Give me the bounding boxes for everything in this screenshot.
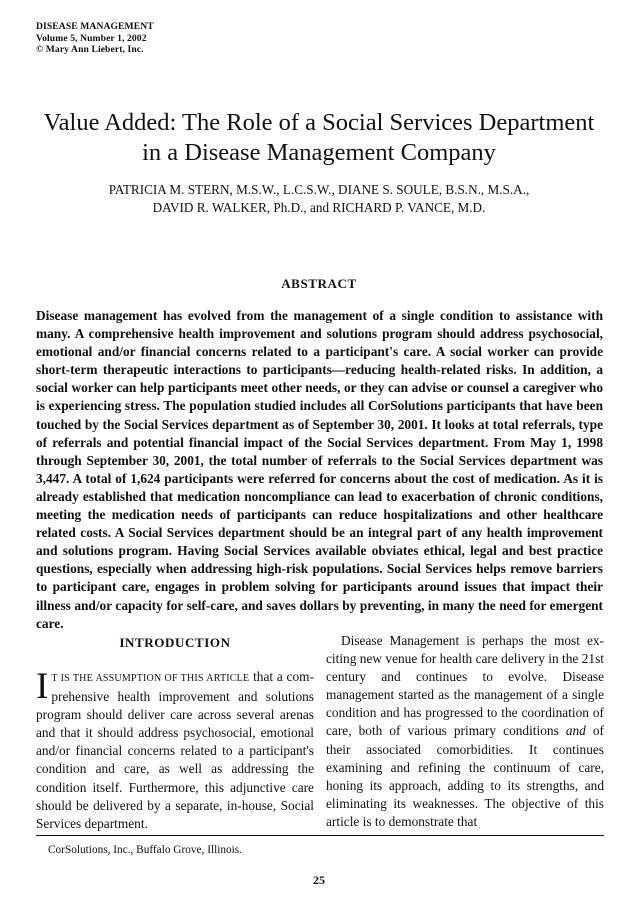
- title-line-2: in a Disease Management Company: [142, 139, 496, 166]
- authors-line-2: DAVID R. WALKER, Ph.D., and RICHARD P. VANCE, M.D.: [152, 200, 486, 215]
- right-column: [326, 632, 604, 831]
- right-column-body: [326, 632, 604, 831]
- introduction-body: [36, 668, 314, 833]
- right-column-emphasis: and: [565, 723, 586, 739]
- journal-copyright: © Mary Ann Liebert, Inc.: [36, 44, 144, 56]
- drop-cap: I: [36, 666, 49, 707]
- abstract-body: Disease management has evolved from the management of a single condition to assistance with many. A comprehensive health improvement and solutions program should address psychosocial, emotional and/or financial concerns related to a participant's care. A social worker can provide short-term therapeutic interactions to participants—reducing health-related risks. In addition, a social worker can help participants meet other needs, or they can advise or counsel a caregiver who is experiencing stress. The population studied includes all CorSolutions participants that have been touched by the Social Services department as of September 30, 2001. It looks at total referrals, type of referrals and potential financial impact of the Social Services department. From May 1, 1998 through September 30, 2001, the total number of referrals to the Social Services department was 3,447. A total of 1,624 participants were referred for concerns about the cost of medication. As it is already established that medication noncompliance can lead to exacerbation of chronic conditions, meeting the medication needs of participants can reduce hospitalizations and other healthcare related costs. A Social Services department should be an integral part of any health improvement and solutions program. Having Social Services available obviates ethical, legal and best practice questions, especially when addressing high-risk populations. Social Services helps remove barriers to participant care, engages in problem solving for participants around issues that impact their illness and/or capacity for self-care, and saves dollars by preventing, in many the need for emergent care.: [36, 308, 603, 631]
- abstract-heading: ABSTRACT: [281, 276, 357, 291]
- affiliation-footnote: CorSolutions, Inc., Buffalo Grove, Illinois.: [48, 844, 243, 856]
- introduction-text: that a comprehensive health improvement and solutions program should deliver care across several arenas and that it should address psychosocial, emotional and/or financial concerns related to a participant's condition and care, as well as addressing the condition itself. Furthermore, this adjunctive care should be delivered by a separate, in-house, Social Services department.: [36, 669, 314, 831]
- introduction-heading: INTRODUCTION: [119, 635, 231, 650]
- journal-volume: Volume 5, Number 1, 2002: [36, 32, 147, 44]
- footnote-rule: [36, 835, 604, 836]
- introduction-lead-smallcaps: T IS THE ASSUMPTION OF THIS ARTICLE: [51, 673, 250, 684]
- page-number: 25: [313, 873, 325, 887]
- journal-name: DISEASE MANAGEMENT: [36, 21, 154, 32]
- author-list: [20, 181, 618, 217]
- authors-line-1: PATRICIA M. STERN, M.S.W., L.C.S.W., DIANE S. SOULE, B.S.N., M.S.A.,: [108, 182, 530, 197]
- title-line-1: Value Added: The Role of a Social Services Department: [43, 109, 595, 136]
- article-title: [20, 108, 618, 168]
- introduction-column: [36, 632, 314, 833]
- journal-header: [36, 21, 154, 56]
- right-column-text-before: Disease Management is perhaps the most exciting new venue for health care delivery in the 21st century and continues to evolve. Disease management started as the management of a single condition and has progressed to the coordination of care, both of various primary conditions: [326, 633, 604, 739]
- right-column-text-after: of their associated comorbidities. It continues examining and refining the continuum of care, honing its approach, adding to its strengths, and eliminating its weaknesses. The objective of this article is to demonstrate that: [326, 723, 604, 829]
